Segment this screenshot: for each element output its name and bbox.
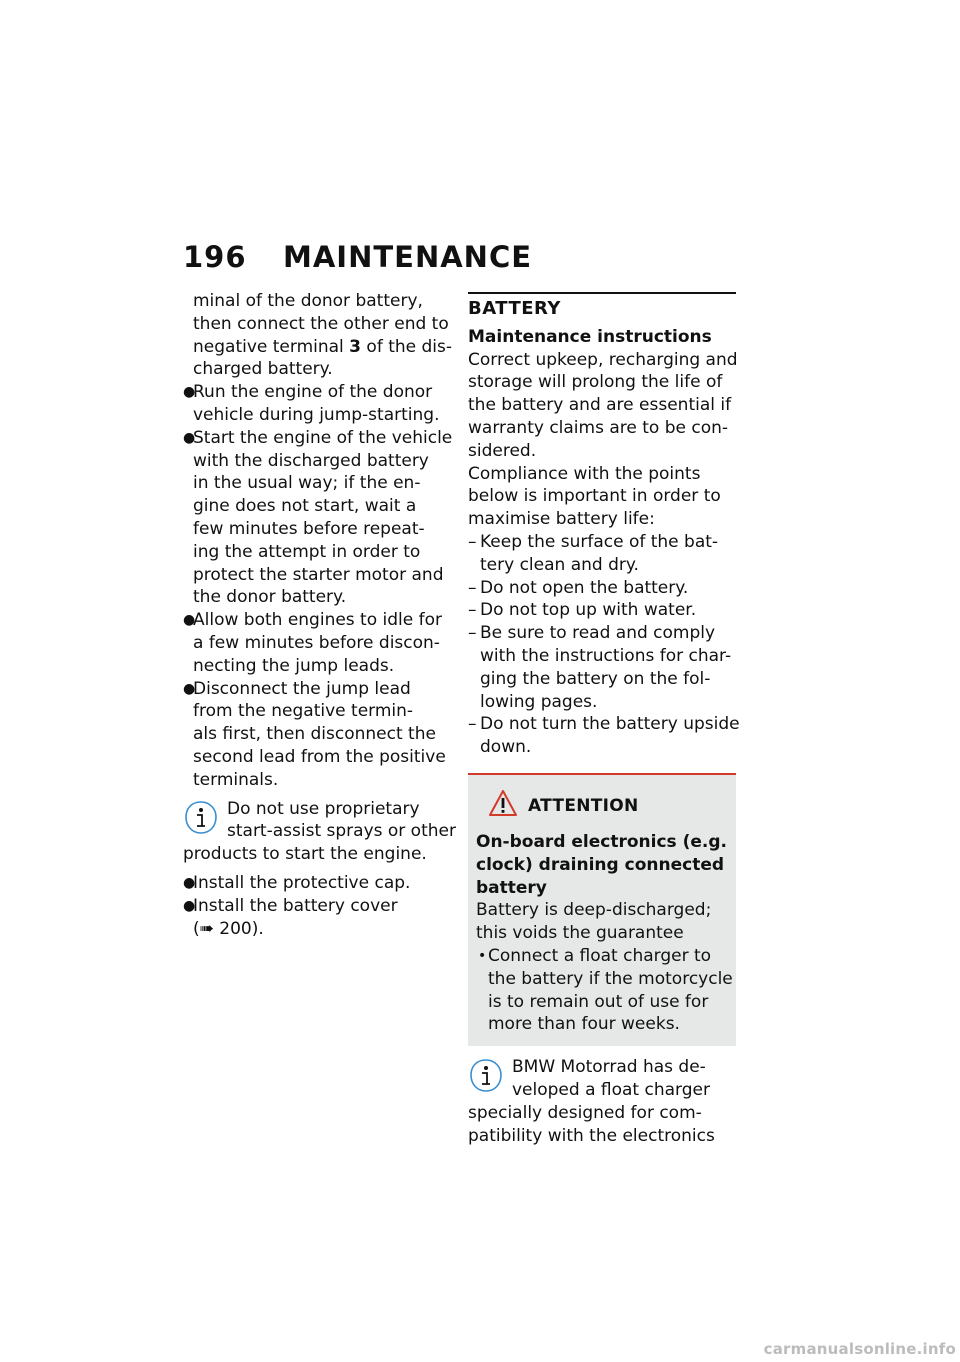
attention-heading: On-board electronics (e.g. clock) draining connected battery: [476, 831, 727, 898]
attention-text: Battery is deep-discharged; this voids the guarantee: [476, 900, 712, 944]
bullet-icon: ●: [183, 680, 196, 697]
section-title: MAINTENANCE: [283, 240, 533, 274]
bullet-icon: ●: [183, 612, 196, 629]
list-item: – Do not open the battery.: [468, 577, 689, 598]
attention-header: [476, 789, 728, 823]
left-column: [183, 290, 456, 940]
bullet-icon: ●: [183, 429, 196, 446]
page-number: 196: [183, 240, 247, 274]
page-reference-arrow-icon: ➠: [199, 918, 214, 939]
bullet-icon: •: [478, 947, 487, 964]
attention-label: ATTENTION: [528, 795, 639, 816]
list-item: – Keep the surface of the bat- tery clean and dry.: [468, 531, 719, 575]
bullet-icon: ●: [183, 897, 196, 914]
bullet-icon: ●: [183, 874, 196, 891]
info-note: BMW Motorrad has de- veloped a float charger specially designed for com- patibility with the electronics: [468, 1057, 715, 1146]
list-item: ● Disconnect the jump lead from the negative termin- als first, then disconnect the second lead from the positive terminals.: [183, 678, 446, 790]
intro-text: minal of the donor battery, then connect the other end to negative terminal 3 of the dis- charged battery.: [193, 291, 453, 380]
list-item: – Do not turn the battery upside down.: [468, 714, 740, 758]
list-item: ● Run the engine of the donor vehicle during jump-starting.: [183, 382, 440, 425]
maintenance-subheading: Maintenance instructions: [468, 326, 712, 347]
list-item: – Be sure to read and comply with the instructions for char- ging the battery on the fol- lowing pages.: [468, 623, 732, 712]
bullet-icon: ●: [183, 384, 196, 401]
attention-box: [468, 773, 736, 1046]
list-item: • Connect a float charger to the battery if the motorcycle is to remain out of use for more than four weeks.: [478, 945, 733, 1035]
info-icon: [468, 1058, 504, 1094]
list-item: ● Start the engine of the vehicle with the discharged battery in the usual way; if the en- gine does not start, wait a few minutes before repeat- ing the attempt in order to protect the starter motor and the donor battery.: [183, 427, 453, 608]
info-note: Do not use proprietary start-assist sprays or other products to start the engine.: [183, 798, 456, 865]
list-item: ● Install the battery cover (➠ 200).: [183, 895, 398, 939]
warning-triangle-icon: [488, 789, 518, 817]
paragraph: Compliance with the points below is important in order to maximise battery life:: [468, 463, 721, 530]
right-column: [468, 292, 740, 1147]
list-item: ● Install the protective cap.: [183, 872, 411, 893]
page-header: [183, 240, 532, 274]
list-item: – Do not top up with water.: [468, 600, 697, 621]
battery-heading: BATTERY: [468, 298, 561, 319]
list-item: ● Allow both engines to idle for a few minutes before discon- necting the jump leads.: [183, 610, 443, 676]
watermark: carmanualsonline.info: [763, 1340, 956, 1358]
paragraph: Correct upkeep, recharging and storage will prolong the life of the battery and are essential if warranty claims are to be con- sidered.: [468, 349, 738, 461]
terminal-number: 3: [349, 336, 362, 357]
info-icon: [183, 800, 219, 836]
section-divider: [468, 292, 736, 294]
